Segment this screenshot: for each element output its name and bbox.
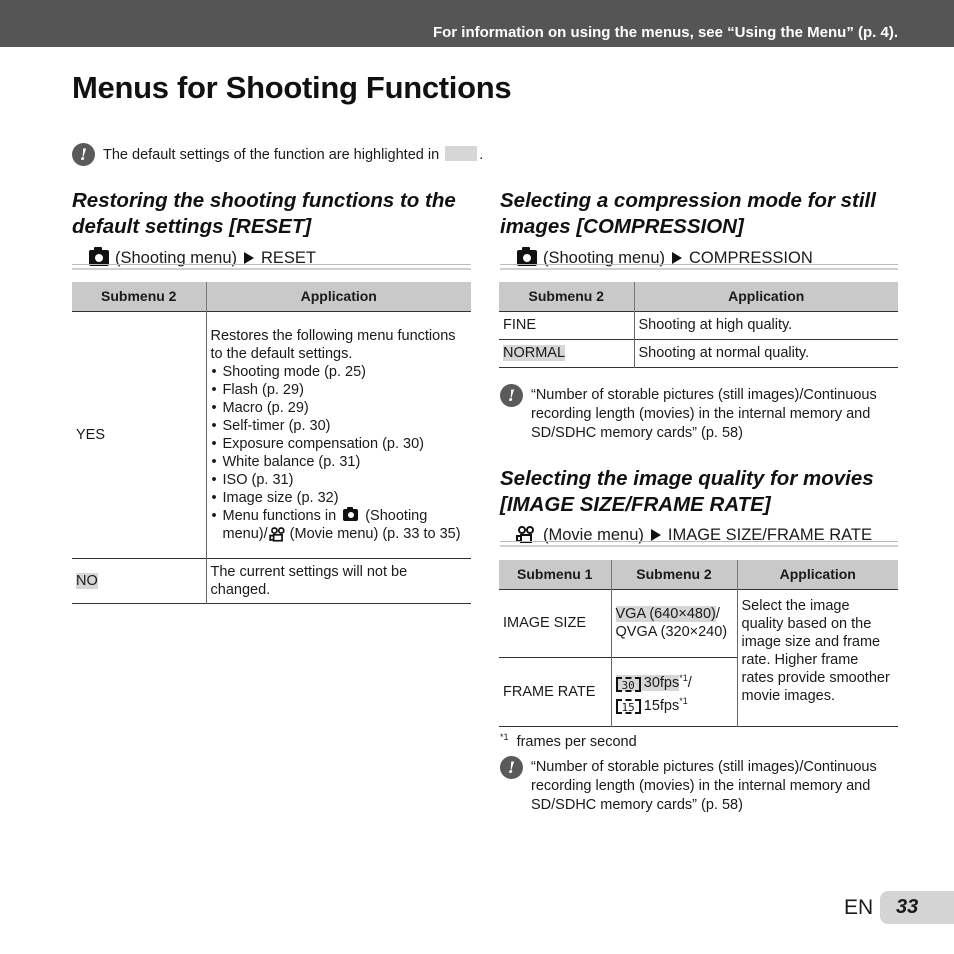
table-header: Submenu 1 [499,560,611,589]
caution-icon: ! [72,143,95,166]
page-number: 33 [880,891,954,924]
reset-no-label: NO [76,572,98,589]
reset-section-title: Restoring the shooting functions to the default settings [RESET] [72,189,456,238]
table-header: Application [206,282,471,311]
default-note-text: The default settings of the function are highlighted in . [103,147,484,163]
fps15-option: 15fps [643,697,680,714]
header-text: For information on using the menus, see “Using the Menu” (p. 4). [432,24,898,41]
list-item: • Image size (p. 32) [211,489,468,507]
header-bar [0,0,954,47]
table-header: Submenu 2 [72,282,206,311]
table-row [72,558,471,603]
reset-yes-application: Restores the following menu functions to the default settings. • Shooting mode (p. 25) • Flash (p. 29) • Macro (p. 29) • Self-timer (p. 30) • Exposure compensation (p. 30) • White balance (p. 31) • ISO (p. 31) • Image size (p. 32) • Menu functions in (Shooting menu)/ (Movie menu) (p. 33 to 35) [206,311,471,558]
frame-rate-footnote: $^{*1}$ frames per second [500,732,637,750]
caution-icon: ! [500,756,523,779]
compression-note: ! “Number of storable pictures (still images)/Continuous recording length (movies) in the internal memory and SD/SDHC memory cards” (p. 58) [500,384,900,443]
language-label: EN [844,896,874,919]
fps15-icon: 15 [616,699,641,714]
compression-fine-application: Shooting at high quality. [634,311,898,339]
table-header: Submenu 2 [499,282,634,311]
reset-menu-path: (Shooting menu) RESET [89,247,316,269]
vga-option: VGA (640×480) [615,606,716,622]
movie-icon [269,527,284,540]
table-row [72,311,471,558]
image-quality-section-title: Selecting the image quality for movies [IMAGE SIZE/FRAME RATE] [500,467,874,516]
image-quality-menu-path: (Movie menu) IMAGE SIZE/FRAME RATE [516,524,872,546]
table-row [499,339,898,367]
reset-table [72,282,471,604]
reset-yes-label: YES [76,426,106,443]
reset-no-application: The current settings will not be changed. [206,558,471,603]
table-header: Application [737,560,898,589]
arrow-right-icon [244,252,254,264]
image-quality-table [499,560,898,727]
list-item: • Self-timer (p. 30) [211,417,468,435]
compression-normal-application: Shooting at normal quality. [634,339,898,367]
list-item: • White balance (p. 31) [211,453,468,471]
camera-icon [343,509,358,521]
table-header: Submenu 2 [611,560,737,589]
image-size-label: IMAGE SIZE [503,615,586,631]
image-quality-note: ! “Number of storable pictures (still images)/Continuous recording length (movies) in the internal memory and SD/SDHC memory cards” (p. 58) [500,756,900,815]
fps30-icon: 30 [616,677,641,692]
list-item: • Exposure compensation (p. 30) [211,435,468,453]
page-title: Menus for Shooting Functions [72,70,512,105]
list-item: • Shooting mode (p. 25) [211,363,468,381]
arrow-right-icon [651,529,661,541]
compression-normal-label: NORMAL [503,345,566,361]
image-quality-menu-rule [500,541,898,547]
list-item: • ISO (p. 31) [211,471,468,489]
image-quality-application: Select the image quality based on the image size and frame rate. Higher frame rates provide smoother movie images. [737,589,898,726]
table-row [499,589,898,657]
caution-icon: ! [500,384,523,407]
compression-table [499,282,898,368]
arrow-right-icon [672,252,682,264]
image-size-options: VGA (640×480)/ QVGA (320×240) [611,589,737,657]
reset-menu-rule [72,264,471,270]
list-item: • Menu functions in (Shooting menu)/ (Movie menu) (p. 33 to 35) [211,507,468,543]
list-item: • Macro (p. 29) [211,399,468,417]
fps30-option: 30fps [643,674,680,691]
list-item: • Flash (p. 29) [211,381,468,399]
qvga-option: QVGA (320×240) [615,624,728,640]
compression-fine-label: FINE [503,317,537,333]
table-header: Application [634,282,898,311]
frame-rate-options: 30 30fps$^{*1}$/ 15 15fps$^{*1}$ [611,657,737,726]
table-row [499,311,898,339]
default-note [72,143,483,166]
frame-rate-label: FRAME RATE [503,683,596,700]
compression-section-title: Selecting a compression mode for still images [COMPRESSION] [500,189,876,238]
compression-menu-path: (Shooting menu) COMPRESSION [517,247,813,269]
highlight-swatch [445,146,477,161]
compression-menu-rule [500,264,898,270]
